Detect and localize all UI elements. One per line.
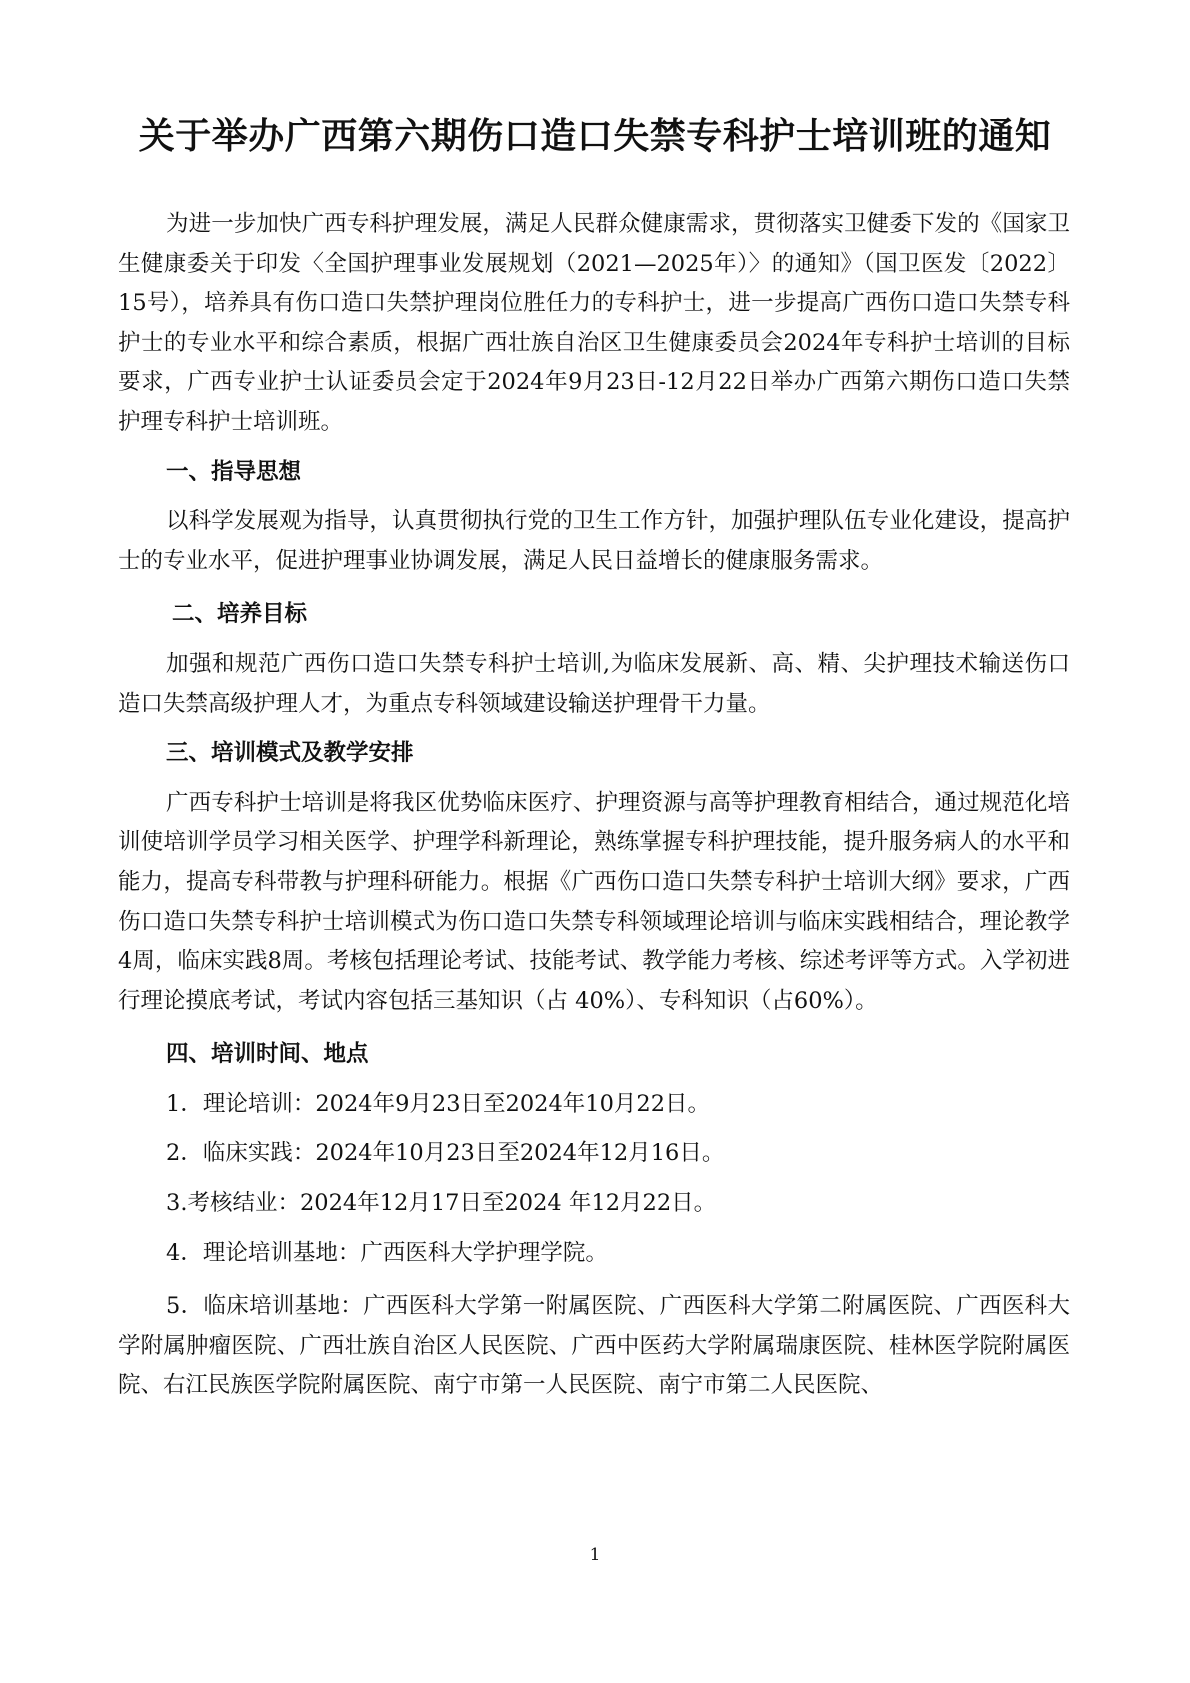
section-text-training-mode: 广西专科护士培训是将我区优势临床医疗、护理资源与高等护理教育相结合，通过规范化培训使培训学员学习相关医学、护理学科新理论，熟练掌握专科护理技能，提升服务病人的水平和能力，提高专科带教与护理科研能力。根据《广西伤口造口失禁专科护士培训大纲》要求，广西伤口造口失禁专科护士培训模式为伤口造口失禁专科领域理论培训与临床实践相结合，理论教学4周，临床实践8周。考核包括理论考试、技能考试、教学能力考核、综述考评等方式。入学初进行理论摸底考试，考试内容包括三基知识（占 40%）、专科知识（占60%）。: [118, 789, 1070, 1014]
list-item-assessment: 3.考核结业：2024年12月17日至2024 年12月22日。: [166, 1190, 717, 1217]
section-heading-time-location: 四、培训时间、地点: [166, 1041, 369, 1068]
section-text-guiding-ideology: 以科学发展观为指导，认真贯彻执行党的卫生工作方针，加强护理队伍专业化建设，提高护士的专业水平，促进护理事业协调发展，满足人民日益增长的健康服务需求。: [118, 508, 1070, 574]
list-item-clinical-practice: 2．临床实践：2024年10月23日至2024年12月16日。: [166, 1140, 725, 1167]
list-item-theory-base: 4．理论培训基地：广西医科大学护理学院。: [166, 1239, 608, 1266]
document-title: 关于举办广西第六期伤口造口失禁专科护士培训班的通知: [138, 115, 1052, 157]
list-item-theory-training: 1．理论培训：2024年9月23日至2024年10月22日。: [166, 1090, 711, 1117]
document-body: [118, 205, 1070, 1406]
section-text-training-goals: 加强和规范广西伤口造口失禁专科护士培训,为临床发展新、高、精、尖护理技术输送伤口造口失禁高级护理人才，为重点专科领域建设输送护理骨干力量。: [118, 650, 1070, 717]
section-heading-training-goals: 二、培养目标: [172, 601, 308, 628]
section-heading-training-mode: 三、培训模式及教学安排: [166, 740, 414, 767]
page-number: 1: [589, 1545, 601, 1565]
list-item-clinical-base: 5．临床培训基地：广西医科大学第一附属医院、广西医科大学第二附属医院、广西医科大学附属肿瘤医院、广西壮族自治区人民医院、广西中医药大学附属瑞康医院、桂林医学院附属医院、右江民族医学院附属医院、南宁市第一人民医院、南宁市第二人民医院、: [118, 1293, 1070, 1399]
intro-paragraph: 为进一步加快广西专科护理发展，满足人民群众健康需求，贯彻落实卫健委下发的《国家卫生健康委关于印发〈全国护理事业发展规划（2021—2025年）〉的通知》（国卫医发〔2022〕15号），培养具有伤口造口失禁护理岗位胜任力的专科护士，进一步提高广西伤口造口失禁专科护士的专业水平和综合素质，根据广西壮族自治区卫生健康委员会2024年专科护士培训的目标要求，广西专业护士认证委员会定于2024年9月23日-12月22日举办广西第六期伤口造口失禁护理专科护士培训班。: [118, 211, 1070, 435]
section-heading-guiding-ideology: 一、指导思想: [166, 458, 302, 485]
